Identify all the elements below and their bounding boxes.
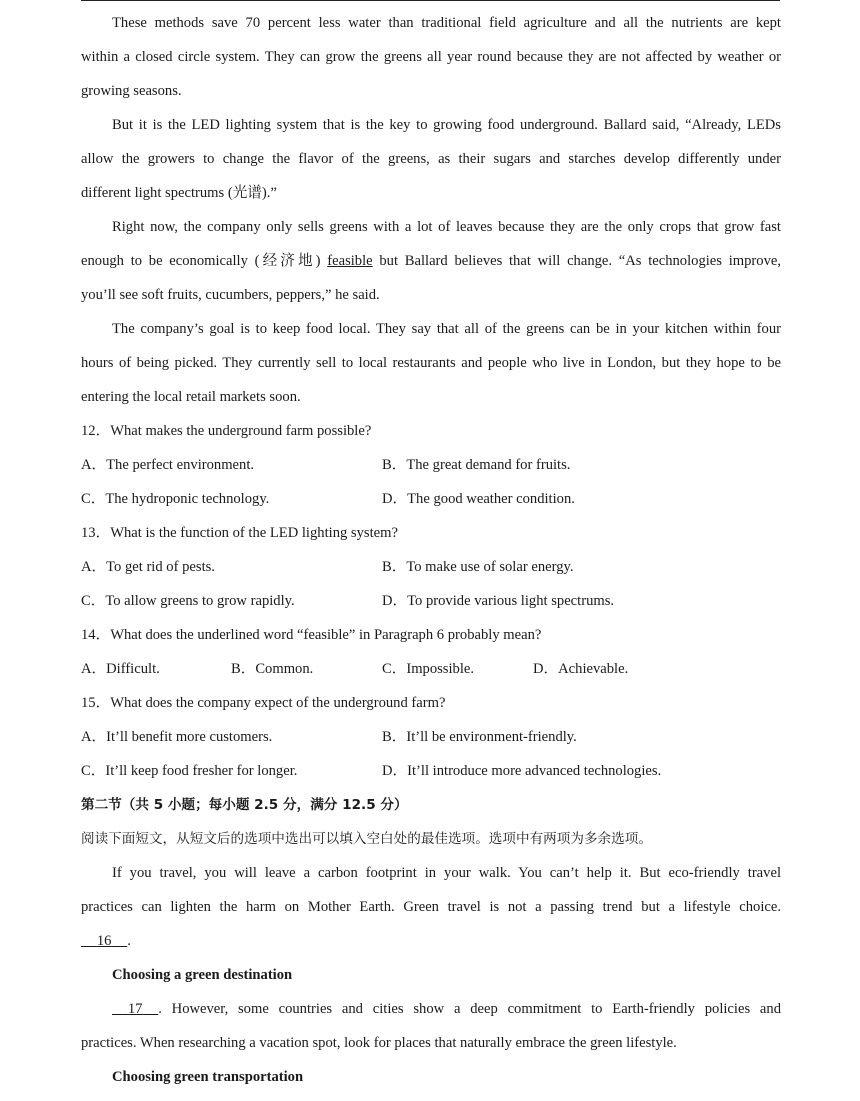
section-heading: 第二节（共 5 小题；每小题 2.5 分，满分 12.5 分） xyxy=(81,797,408,813)
option-row xyxy=(81,556,781,590)
option-d: D．Achievable. xyxy=(533,661,629,677)
option-d: D．The good weather condition. xyxy=(382,491,575,507)
passage-line: hours of being picked. They currently sell to local restaurants and people who live in London, but they hope to be xyxy=(81,355,781,371)
option-row xyxy=(81,454,781,488)
option-row xyxy=(81,726,781,760)
passage-line: practices. When researching a vacation spot, look for places that naturally embrace the green lifestyle. xyxy=(81,1035,677,1051)
top-rule xyxy=(81,0,780,1)
subheading: Choosing a green destination xyxy=(112,967,293,983)
option-b: B．It’ll be environment-friendly. xyxy=(382,729,577,745)
option-d: D．To provide various light spectrums. xyxy=(382,593,615,609)
passage-line: But it is the LED lighting system that is the key to growing food underground. Ballard said, “Already, LEDs xyxy=(112,117,781,133)
passage-line: Right now, the company only sells greens with a lot of leaves because they are the only crops that grow fast xyxy=(112,219,781,235)
passage-text: enough to be economically (经济地) xyxy=(81,253,328,269)
option-b: B．To make use of solar energy. xyxy=(382,559,574,575)
option-row xyxy=(81,658,781,692)
passage-line: growing seasons. xyxy=(81,83,182,99)
section-instruction: 阅读下面短文，从短文后的选项中选出可以填入空白处的最佳选项。选项中有两项为多余选项。 xyxy=(81,831,652,847)
passage-line: allow the growers to change the flavor of the greens, as their sugars and starches develop differently under xyxy=(81,151,781,167)
passage-line xyxy=(81,250,781,284)
option-c: C．To allow greens to grow rapidly. xyxy=(81,593,295,609)
question-stem: 13．What is the function of the LED lighting system? xyxy=(81,525,398,541)
passage-line: 16 . xyxy=(81,930,781,964)
underlined-word: feasible xyxy=(327,253,373,269)
passage-line: within a closed circle system. They can grow the greens all year round because they are not affected by weather or xyxy=(81,49,781,65)
passage-line: entering the local retail markets soon. xyxy=(81,389,301,405)
question-stem: 14．What does the underlined word “feasible” in Paragraph 6 probably mean? xyxy=(81,627,542,643)
blank-16: 16 xyxy=(96,933,112,949)
passage-line: The company’s goal is to keep food local. They say that all of the greens can be in your kitchen within four xyxy=(112,321,781,337)
question-stem: 15．What does the company expect of the underground farm? xyxy=(81,695,446,711)
subheading: Choosing green transportation xyxy=(112,1069,304,1085)
option-d: D．It’ll introduce more advanced technologies. xyxy=(382,763,662,779)
passage-line: If you travel, you will leave a carbon footprint in your walk. You can’t help it. But eco-friendly travel xyxy=(112,865,781,881)
option-row xyxy=(81,760,781,794)
passage-line: practices can lighten the harm on Mother Earth. Green travel is not a passing trend but a lifestyle choice. xyxy=(81,899,781,915)
option-c: C．Impossible. xyxy=(382,661,475,677)
option-a: A．To get rid of pests. xyxy=(81,559,215,575)
passage-line: These methods save 70 percent less water than traditional field agriculture and all the nutrients are kept xyxy=(112,15,781,31)
option-b: B．Common. xyxy=(231,661,314,677)
option-a: A．Difficult. xyxy=(81,661,160,677)
question-stem: 12．What makes the underground farm possible? xyxy=(81,423,372,439)
document-page xyxy=(81,12,781,1100)
option-c: C．It’ll keep food fresher for longer. xyxy=(81,763,298,779)
option-row xyxy=(81,590,781,624)
option-a: A．It’ll benefit more customers. xyxy=(81,729,273,745)
option-c: C．The hydroponic technology. xyxy=(81,491,270,507)
option-b: B．The great demand for fruits. xyxy=(382,457,571,473)
blank-17: 17 xyxy=(127,1001,143,1017)
passage-text: but Ballard believes that will change. “As technologies improve, xyxy=(372,253,781,269)
option-a: A．The perfect environment. xyxy=(81,457,255,473)
option-row xyxy=(81,488,781,522)
passage-line: different light spectrums (光谱).” xyxy=(81,185,277,201)
passage-line: you’ll see soft fruits, cucumbers, peppers,” he said. xyxy=(81,287,380,303)
passage-line: 17 . However, some countries and cities show a deep commitment to Earth-friendly policies and xyxy=(81,998,781,1032)
